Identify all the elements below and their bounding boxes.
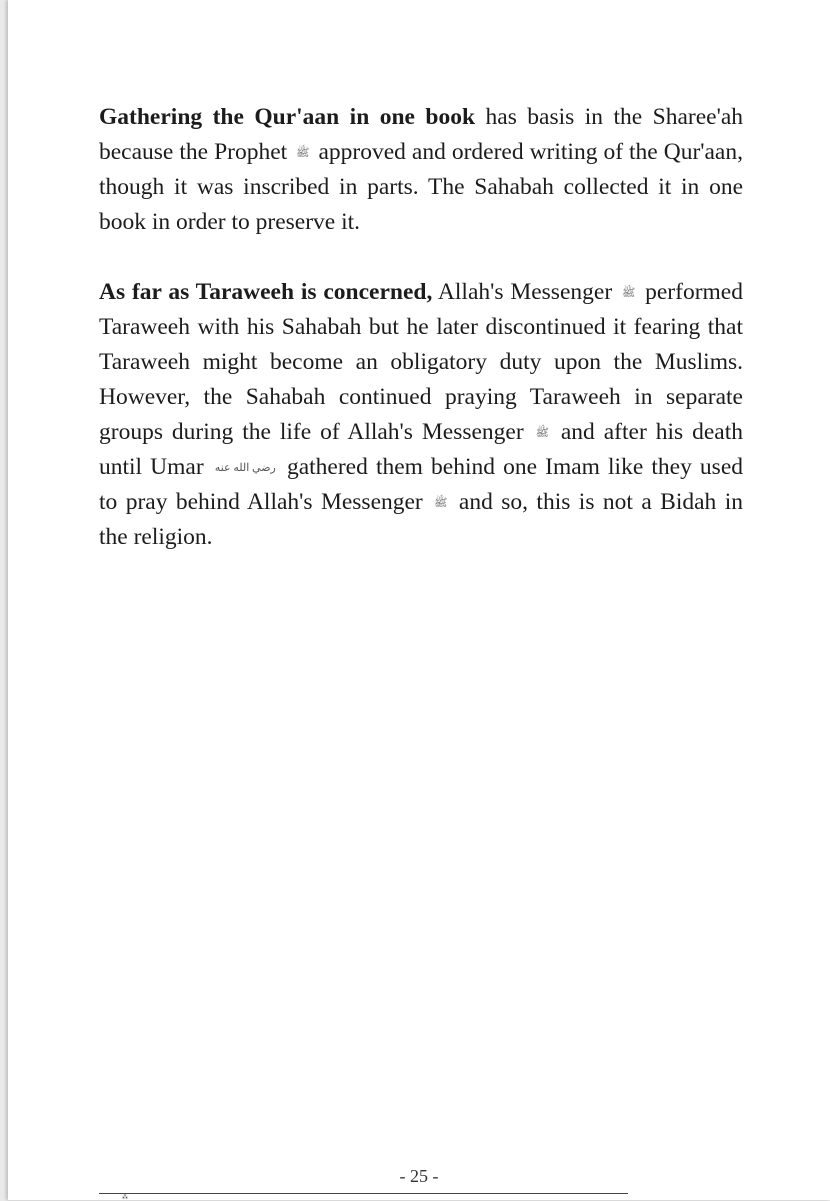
salutation-glyph: ﷺ — [535, 427, 549, 440]
paragraph-lead: As far as Taraweeh is concerned, — [99, 279, 433, 305]
paragraph-quran-gathering — [99, 100, 743, 240]
footer-ornament-icon: ⁂ — [122, 1194, 128, 1201]
paragraph-text: and so, this is not a Bidah in the religion. — [99, 489, 743, 550]
paragraph-text: gathered them behind one Imam like they used to pray behind Allah's Messenger — [99, 454, 743, 515]
document-page — [8, 0, 830, 1200]
page-number: - 25 - — [399, 1166, 439, 1186]
salutation-glyph: ﷺ — [434, 497, 448, 510]
companion-honorific-glyph: رضي الله عنه — [214, 462, 276, 475]
footer-divider — [99, 1193, 628, 1194]
paragraph-text: and after his death until Umar — [99, 419, 743, 480]
salutation-glyph: ﷺ — [621, 287, 636, 300]
paragraph-text: Allah's Messenger — [432, 279, 619, 305]
page-body — [99, 100, 743, 590]
paragraph-text: performed Taraweeh with his Sahabah but he later discontinued it fearing that Taraweeh might become an obligatory duty upon the Muslims. However, the Sahabah continued praying Taraweeh in separate groups during the life of Allah's Messenger — [99, 279, 743, 445]
paragraph-taraweeh — [99, 275, 743, 555]
salutation-glyph: ﷺ — [296, 147, 310, 160]
paragraph-text: has basis in the Sharee'ah because the Prophet — [99, 104, 743, 165]
paragraph-lead: Gathering the Qur'aan in one book — [99, 104, 476, 130]
paragraph-text: approved and ordered writing of the Qur'aan, though it was inscribed in parts. The Sahabah collected it in one book in order to preserve it. — [99, 139, 743, 235]
